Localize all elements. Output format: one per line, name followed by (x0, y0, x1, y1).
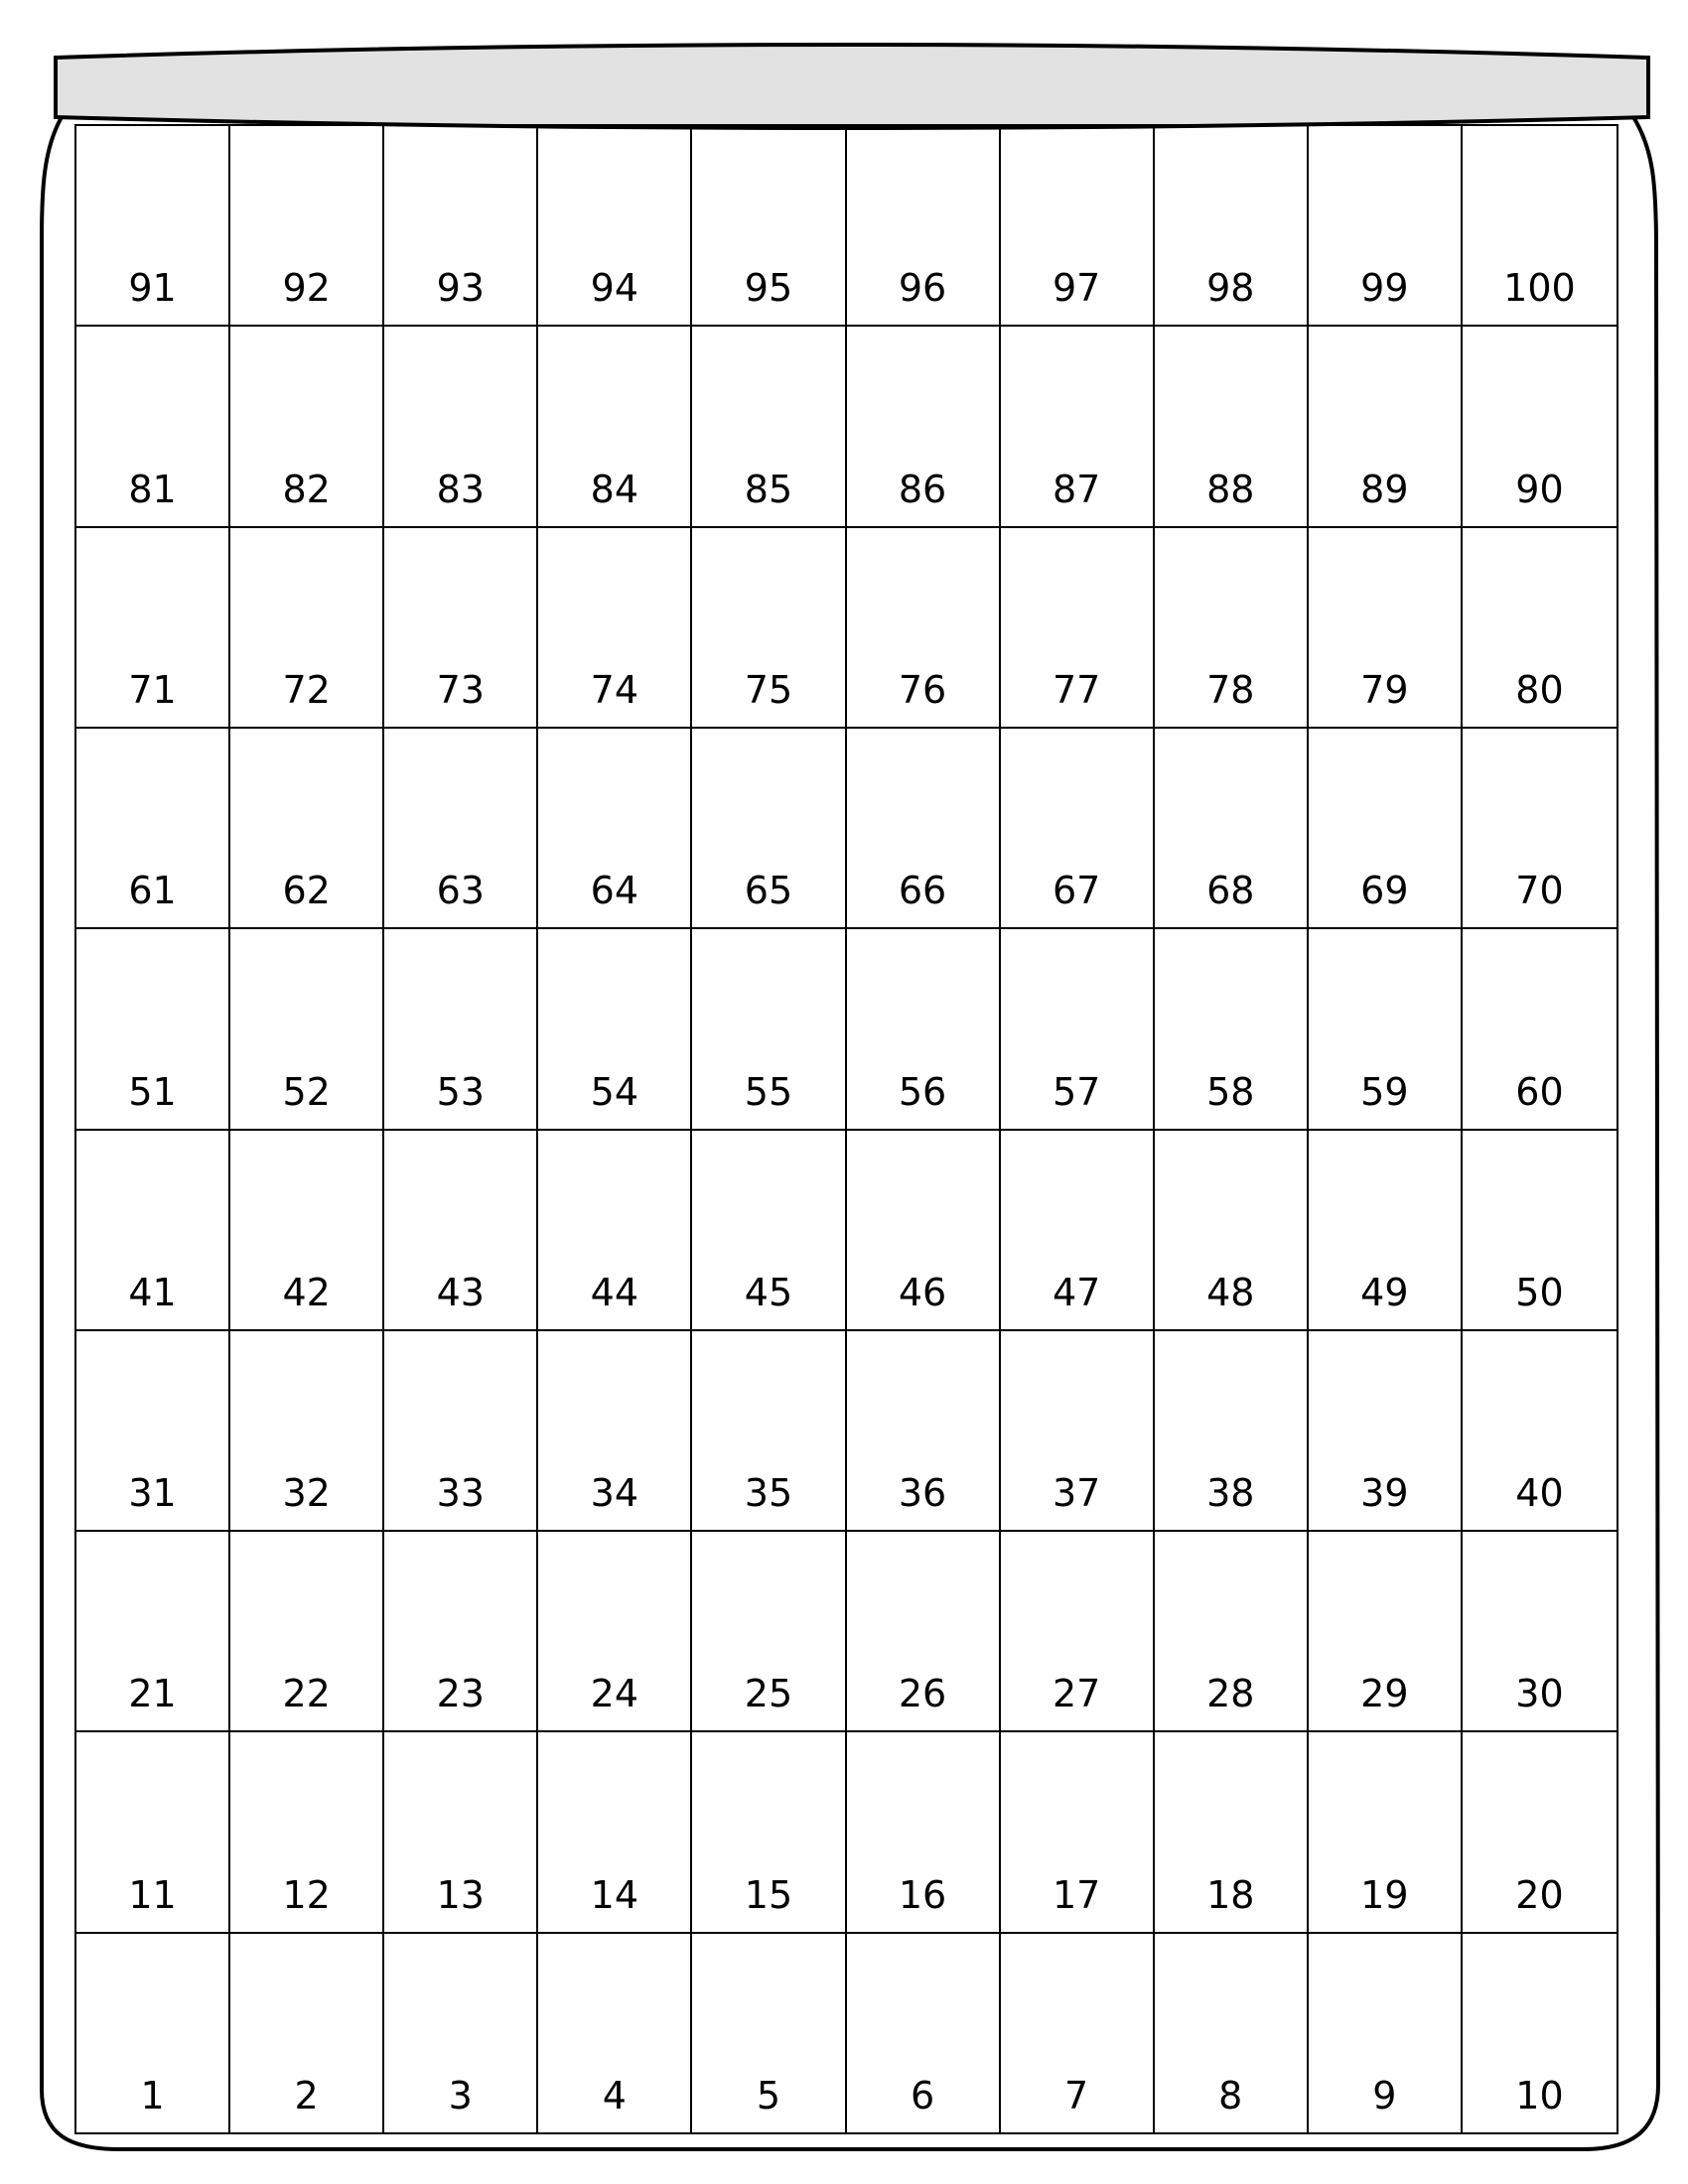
number-label: 3 (448, 2074, 473, 2117)
number-label: 58 (1206, 1069, 1255, 1114)
number-cell (847, 1934, 1001, 2134)
number-label: 21 (128, 1672, 177, 1716)
number-cell (1463, 1131, 1617, 1331)
number-label: 43 (436, 1270, 485, 1314)
number-cell (76, 729, 230, 929)
number-label: 24 (590, 1672, 639, 1716)
number-label: 61 (128, 869, 177, 913)
number-label: 82 (282, 467, 331, 511)
number-label: 17 (1052, 1872, 1101, 1917)
number-cell (230, 1732, 384, 1933)
number-label: 84 (590, 467, 639, 511)
number-cell (1155, 1532, 1309, 1732)
number-cell (1309, 327, 1463, 527)
number-label: 45 (744, 1270, 793, 1314)
number-cell (847, 1331, 1001, 1532)
number-label: 78 (1206, 667, 1255, 712)
number-label: 11 (128, 1872, 177, 1917)
number-cell (384, 1131, 538, 1331)
number-cell (538, 1532, 692, 1732)
number-cell (1001, 1732, 1155, 1933)
number-cell (1309, 1934, 1463, 2134)
number-label: 90 (1515, 467, 1564, 511)
number-cell (847, 126, 1001, 327)
number-cell (1155, 1732, 1309, 1933)
number-cell (1463, 729, 1617, 929)
number-cell (1155, 929, 1309, 1130)
number-label: 76 (898, 667, 947, 712)
number-cell (76, 126, 230, 327)
number-cell (1001, 1331, 1155, 1532)
number-cell (76, 1532, 230, 1732)
number-label: 15 (744, 1872, 793, 1917)
number-label: 25 (744, 1672, 793, 1716)
number-label: 7 (1064, 2074, 1089, 2117)
number-cell (1463, 929, 1617, 1130)
number-label: 1 (140, 2074, 165, 2117)
number-label: 31 (128, 1471, 177, 1516)
number-cell (692, 1331, 846, 1532)
number-label: 44 (590, 1270, 639, 1314)
number-cell (1155, 528, 1309, 729)
number-label: 62 (282, 869, 331, 913)
number-cell (1309, 126, 1463, 327)
number-cell (384, 126, 538, 327)
number-cell (1309, 528, 1463, 729)
number-cell (230, 729, 384, 929)
number-cell (230, 929, 384, 1130)
number-cell (847, 528, 1001, 729)
number-label: 5 (756, 2074, 781, 2117)
number-label: 14 (590, 1872, 639, 1917)
number-cell (538, 1131, 692, 1331)
number-label: 16 (898, 1872, 947, 1917)
number-label: 12 (282, 1872, 331, 1917)
number-label: 37 (1052, 1471, 1101, 1516)
number-cell (1001, 1131, 1155, 1331)
number-cell (847, 729, 1001, 929)
number-cell (538, 1934, 692, 2134)
number-label: 73 (436, 667, 485, 712)
number-cell (230, 126, 384, 327)
number-label: 100 (1503, 266, 1576, 311)
number-label: 47 (1052, 1270, 1101, 1314)
number-cell (538, 929, 692, 1130)
number-label: 18 (1206, 1872, 1255, 1917)
number-cell (692, 1934, 846, 2134)
number-label: 51 (128, 1069, 177, 1114)
number-label: 86 (898, 467, 947, 511)
number-cell (384, 1331, 538, 1532)
number-cell (692, 929, 846, 1130)
number-cell (538, 729, 692, 929)
number-label: 53 (436, 1069, 485, 1114)
number-cell (1001, 327, 1155, 527)
number-label: 2 (294, 2074, 319, 2117)
number-label: 92 (282, 266, 331, 311)
number-cell (1155, 1331, 1309, 1532)
number-cell (230, 1532, 384, 1732)
number-cell (230, 327, 384, 527)
number-cell (692, 1732, 846, 1933)
number-label: 83 (436, 467, 485, 511)
number-cell (1463, 1532, 1617, 1732)
number-cell (1155, 729, 1309, 929)
number-label: 55 (744, 1069, 793, 1114)
number-cell (76, 528, 230, 729)
number-label: 28 (1206, 1672, 1255, 1716)
number-cell (1309, 729, 1463, 929)
number-label: 60 (1515, 1069, 1564, 1114)
number-label: 89 (1360, 467, 1409, 511)
number-label: 8 (1218, 2074, 1243, 2117)
number-cell (692, 126, 846, 327)
number-label: 20 (1515, 1872, 1564, 1917)
number-cell (230, 1331, 384, 1532)
number-cell (847, 327, 1001, 527)
number-cell (1155, 327, 1309, 527)
number-label: 10 (1515, 2074, 1564, 2117)
number-label: 96 (898, 266, 947, 311)
number-cell (384, 1934, 538, 2134)
number-label: 68 (1206, 869, 1255, 913)
number-cell (847, 929, 1001, 1130)
number-label: 32 (282, 1471, 331, 1516)
number-cell (692, 729, 846, 929)
number-cell (692, 327, 846, 527)
number-label: 74 (590, 667, 639, 712)
number-label: 65 (744, 869, 793, 913)
number-label: 79 (1360, 667, 1409, 712)
number-cell (384, 327, 538, 527)
number-cell (538, 528, 692, 729)
number-label: 49 (1360, 1270, 1409, 1314)
number-cell (1309, 1732, 1463, 1933)
number-label: 71 (128, 667, 177, 712)
number-cell (384, 729, 538, 929)
number-label: 98 (1206, 266, 1255, 311)
number-label: 13 (436, 1872, 485, 1917)
number-label: 85 (744, 467, 793, 511)
number-label: 81 (128, 467, 177, 511)
number-label: 99 (1360, 266, 1409, 311)
number-label: 93 (436, 266, 485, 311)
number-cell (1001, 528, 1155, 729)
number-label: 40 (1515, 1471, 1564, 1516)
number-cell (847, 1532, 1001, 1732)
number-label: 87 (1052, 467, 1101, 511)
number-label: 69 (1360, 869, 1409, 913)
number-cell (847, 1732, 1001, 1933)
number-cell (1155, 126, 1309, 327)
number-cell (1001, 126, 1155, 327)
number-label: 48 (1206, 1270, 1255, 1314)
number-label: 4 (602, 2074, 627, 2117)
number-label: 66 (898, 869, 947, 913)
number-label: 56 (898, 1069, 947, 1114)
number-label: 75 (744, 667, 793, 712)
number-cell (230, 528, 384, 729)
number-cell (1155, 1934, 1309, 2134)
number-label: 94 (590, 266, 639, 311)
number-cell (76, 1934, 230, 2134)
number-cell (1463, 327, 1617, 527)
number-cell (1463, 1732, 1617, 1933)
number-label: 42 (282, 1270, 331, 1314)
number-label: 30 (1515, 1672, 1564, 1716)
number-label: 46 (898, 1270, 947, 1314)
number-label: 6 (910, 2074, 935, 2117)
number-cell (1155, 1131, 1309, 1331)
number-label: 57 (1052, 1069, 1101, 1114)
number-cell (1309, 1331, 1463, 1532)
number-cell (692, 528, 846, 729)
number-label: 19 (1360, 1872, 1409, 1917)
number-label: 29 (1360, 1672, 1409, 1716)
number-label: 91 (128, 266, 177, 311)
number-label: 27 (1052, 1672, 1101, 1716)
number-cell (76, 1732, 230, 1933)
number-label: 72 (282, 667, 331, 712)
number-cell (1309, 1131, 1463, 1331)
number-cell (538, 327, 692, 527)
number-label: 52 (282, 1069, 331, 1114)
number-cell (76, 327, 230, 527)
number-cell (384, 1532, 538, 1732)
number-label: 67 (1052, 869, 1101, 913)
number-label: 77 (1052, 667, 1101, 712)
number-label: 88 (1206, 467, 1255, 511)
number-label: 22 (282, 1672, 331, 1716)
number-cell (1001, 1934, 1155, 2134)
number-cell (384, 1732, 538, 1933)
number-label: 26 (898, 1672, 947, 1716)
number-cell (230, 1934, 384, 2134)
jar-lid (56, 45, 1648, 128)
number-cell (1309, 929, 1463, 1130)
number-label: 34 (590, 1471, 639, 1516)
number-cell (1463, 1934, 1617, 2134)
number-cell (847, 1131, 1001, 1331)
number-cell (384, 528, 538, 729)
number-label: 39 (1360, 1471, 1409, 1516)
number-cell (76, 929, 230, 1130)
number-label: 38 (1206, 1471, 1255, 1516)
number-cell (538, 1331, 692, 1532)
number-cell (76, 1131, 230, 1331)
number-cell (692, 1131, 846, 1331)
number-cell (230, 1131, 384, 1331)
number-cell (1309, 1532, 1463, 1732)
number-cell (1001, 729, 1155, 929)
number-label: 54 (590, 1069, 639, 1114)
number-label: 95 (744, 266, 793, 311)
number-cell (76, 1331, 230, 1532)
number-label: 23 (436, 1672, 485, 1716)
number-label: 36 (898, 1471, 947, 1516)
number-label: 80 (1515, 667, 1564, 712)
number-cell (538, 1732, 692, 1933)
number-label: 35 (744, 1471, 793, 1516)
number-label: 70 (1515, 869, 1564, 913)
number-cell (1463, 126, 1617, 327)
number-label: 64 (590, 869, 639, 913)
hundreds-chart-grid (74, 124, 1618, 2134)
number-label: 33 (436, 1471, 485, 1516)
number-label: 63 (436, 869, 485, 913)
number-label: 59 (1360, 1069, 1409, 1114)
number-label: 9 (1372, 2074, 1397, 2117)
number-cell (538, 126, 692, 327)
number-label: 97 (1052, 266, 1101, 311)
number-cell (1001, 1532, 1155, 1732)
number-cell (1463, 1331, 1617, 1532)
number-cell (384, 929, 538, 1130)
number-cell (1001, 929, 1155, 1130)
number-label: 50 (1515, 1270, 1564, 1314)
number-cell (1463, 528, 1617, 729)
number-label: 41 (128, 1270, 177, 1314)
number-cell (692, 1532, 846, 1732)
